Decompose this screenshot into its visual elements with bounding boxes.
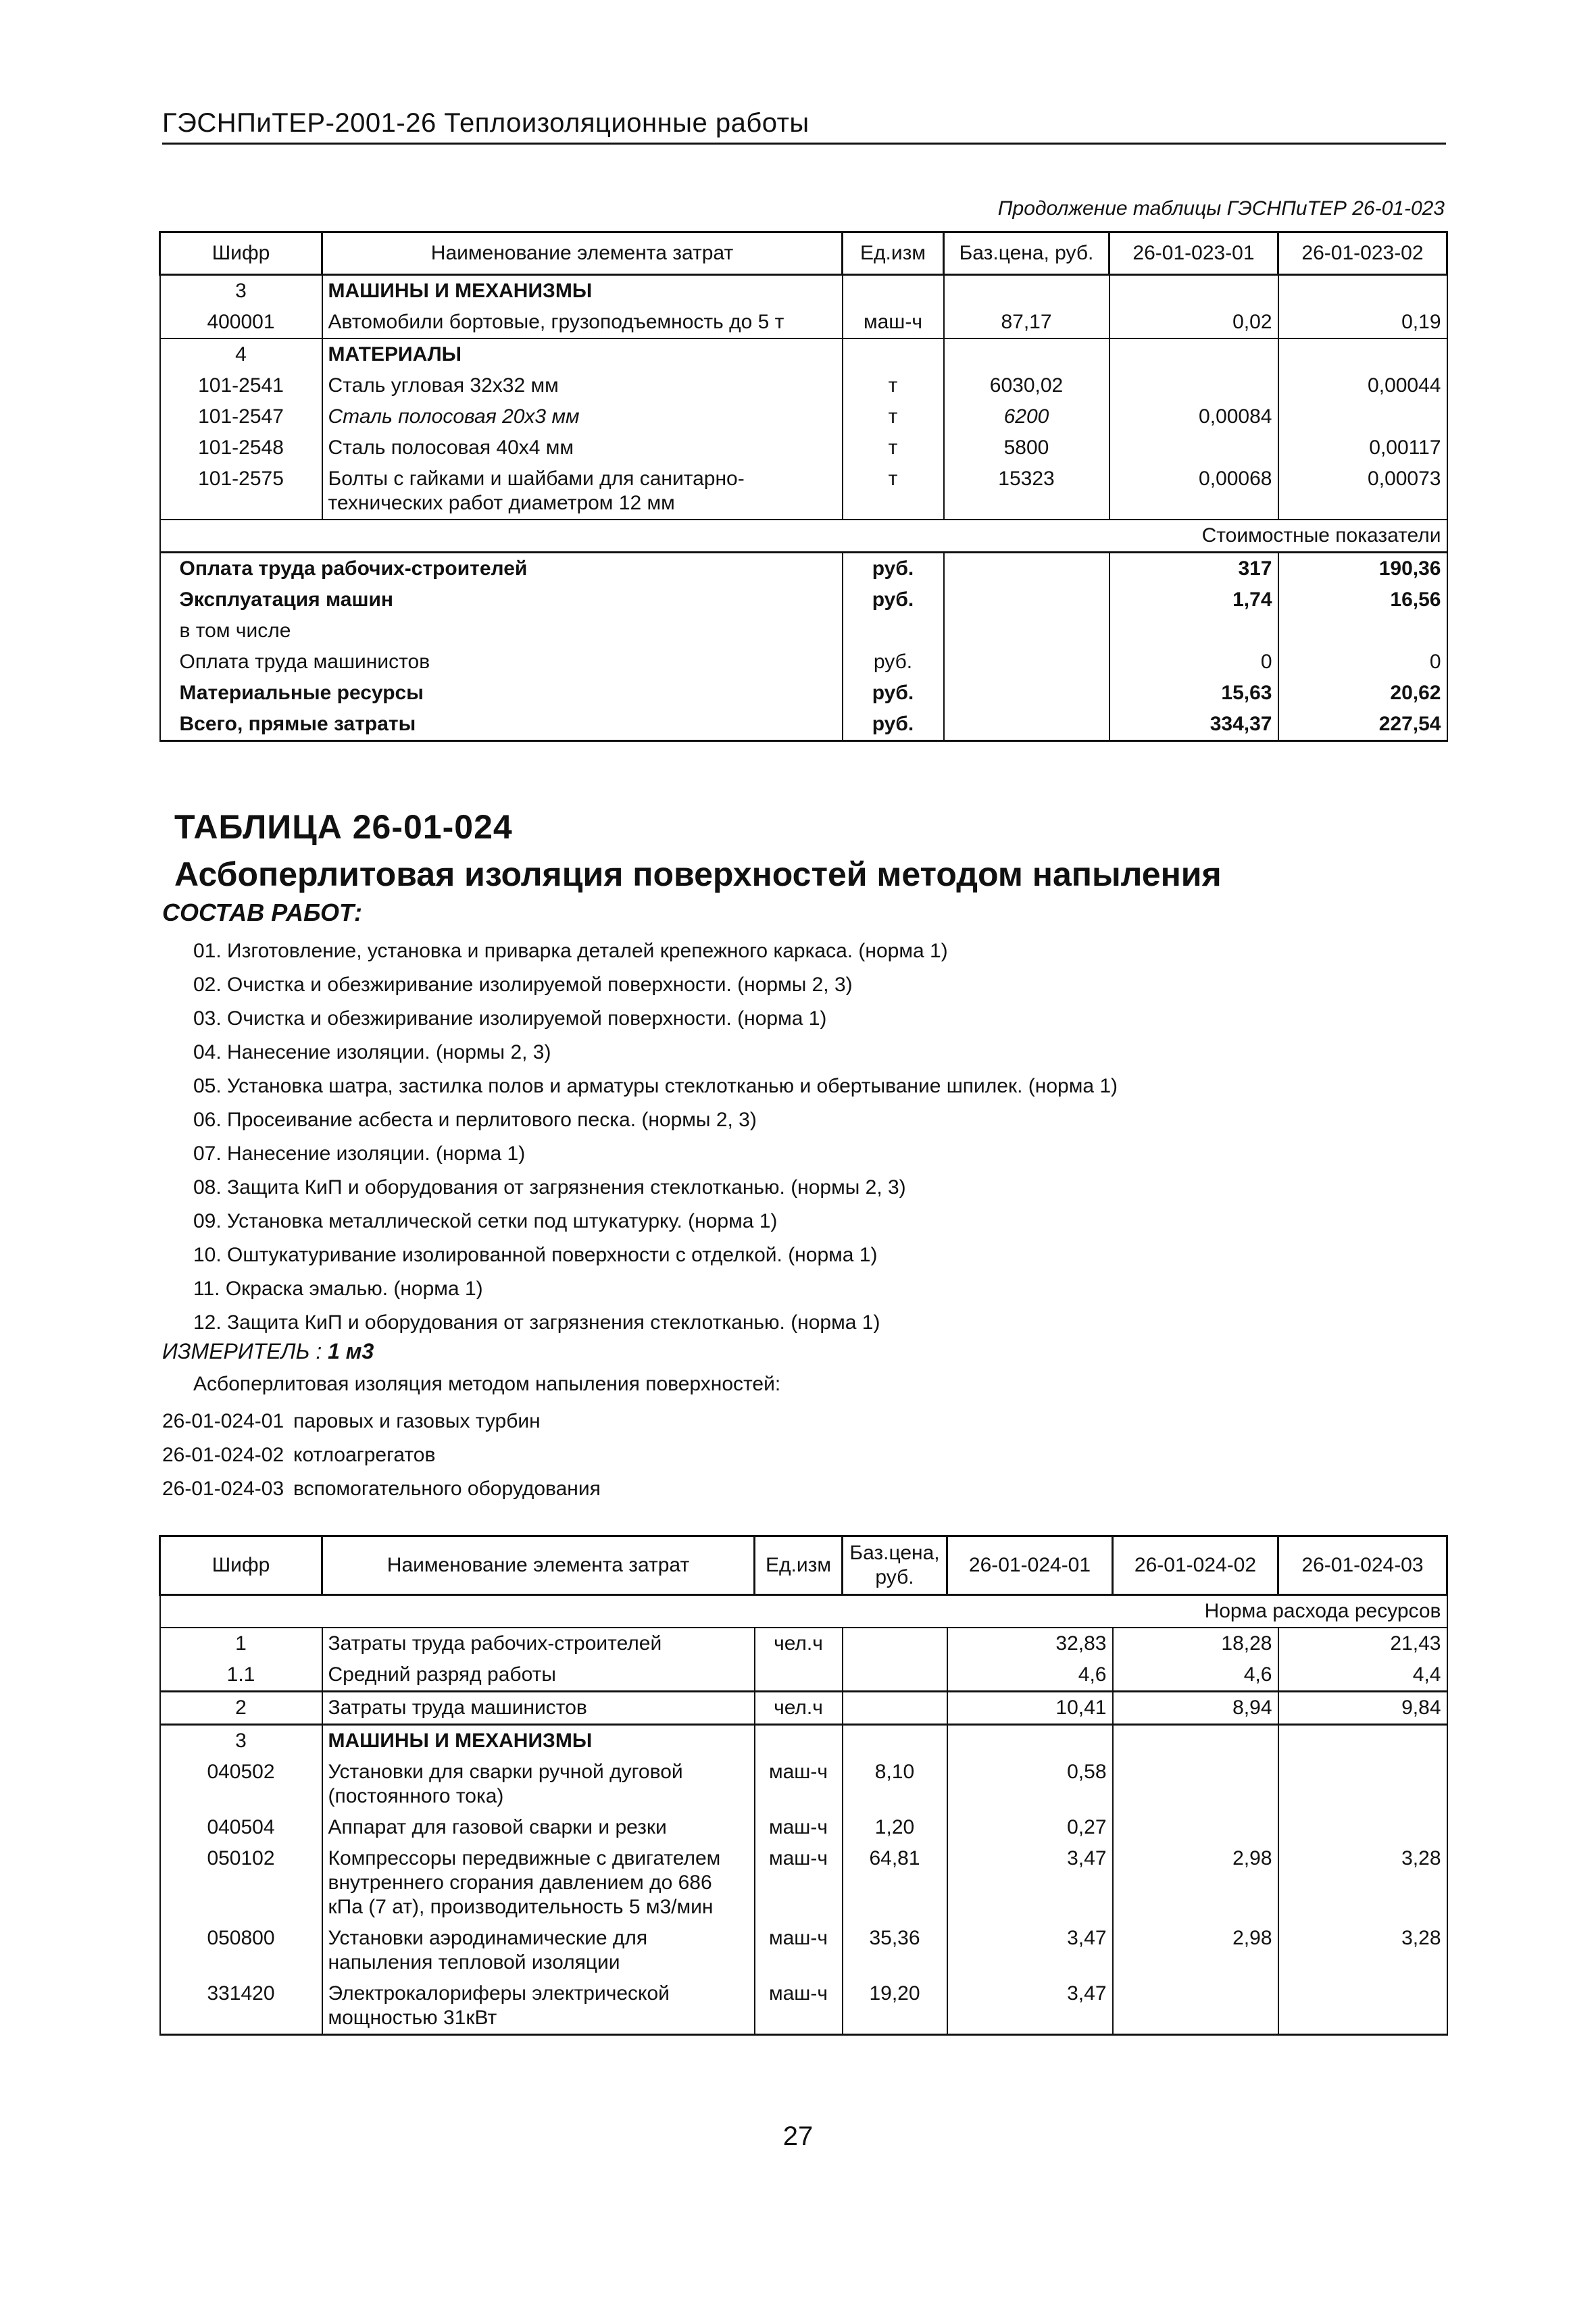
cell-value — [1109, 370, 1278, 401]
variant-code: 26-01-024-01 — [162, 1410, 284, 1432]
cell-value — [1113, 1757, 1278, 1812]
summary-name: Оплата труда рабочих-строителей — [160, 553, 843, 585]
column-header: 26-01-024-01 — [947, 1536, 1113, 1595]
cell-unit: т — [843, 463, 944, 520]
cell-code: 3 — [160, 1725, 322, 1757]
cell-price: 19,20 — [843, 1978, 947, 2035]
cell-value — [1109, 432, 1278, 463]
column-header: Ед.изм — [843, 232, 944, 275]
cell-value: 4,4 — [1278, 1659, 1447, 1692]
cell-value: 0,00084 — [1109, 401, 1278, 432]
summary-row — [160, 615, 1447, 647]
cell-value: 9,84 — [1278, 1692, 1447, 1725]
work-item: 09. Установка металлической сетки под штукатурку. (норма 1) — [193, 1210, 778, 1232]
cell-code: 050102 — [160, 1843, 322, 1923]
cell-code: 050800 — [160, 1923, 322, 1978]
column-header: Шифр — [160, 232, 322, 275]
cell-unit: т — [843, 370, 944, 401]
cell-unit: маш-ч — [755, 1812, 843, 1843]
cell-price: 64,81 — [843, 1843, 947, 1923]
cell-code: 040502 — [160, 1757, 322, 1812]
cell-price — [843, 1692, 947, 1725]
cell-unit: маш-ч — [755, 1757, 843, 1812]
cell-value: 3,47 — [947, 1843, 1113, 1923]
summary-value: 227,54 — [1278, 709, 1447, 741]
cell-code: 040504 — [160, 1812, 322, 1843]
cell-unit: т — [843, 401, 944, 432]
variants-list — [162, 1408, 601, 1509]
summary-value: 334,37 — [1109, 709, 1278, 741]
cell-price: 8,10 — [843, 1757, 947, 1812]
cell-value: 3,28 — [1278, 1923, 1447, 1978]
summary-value: 190,36 — [1278, 553, 1447, 585]
cell-name: Электрокалориферы электрической мощностью 31кВт — [322, 1978, 755, 2035]
cell-value — [1113, 1978, 1278, 2035]
summary-unit: руб. — [843, 647, 944, 678]
cell-name: Установки аэродинамические для напыления тепловой изоляции — [322, 1923, 755, 1978]
table-row — [160, 1725, 1447, 1757]
summary-value: 0 — [1278, 647, 1447, 678]
table-row — [160, 432, 1447, 463]
summary-value: 15,63 — [1109, 678, 1278, 709]
cell-code: 400001 — [160, 307, 322, 338]
summary-unit: руб. — [843, 709, 944, 741]
cell-value: 0,00117 — [1278, 432, 1447, 463]
cell-price: 5800 — [944, 432, 1109, 463]
summary-value: 0 — [1109, 647, 1278, 678]
cell-value — [1278, 401, 1447, 432]
summary-row — [160, 584, 1447, 615]
cell-code: 1.1 — [160, 1659, 322, 1692]
cell-value: 0,58 — [947, 1757, 1113, 1812]
table-row — [160, 1628, 1447, 1659]
variant-item — [162, 1408, 601, 1442]
cell-price: 6200 — [944, 401, 1109, 432]
cell-value: 4,6 — [1113, 1659, 1278, 1692]
cell-name: Сталь полосовая 40х4 мм — [322, 432, 843, 463]
column-header: Ед.изм — [755, 1536, 843, 1595]
cell-unit: чел.ч — [755, 1692, 843, 1725]
cell-name: Затраты труда машинистов — [322, 1692, 755, 1725]
section-heading: МАШИНЫ И МЕХАНИЗМЫ — [322, 1725, 755, 1757]
cell-price: 1,20 — [843, 1812, 947, 1843]
table-row — [160, 338, 1447, 370]
table-row — [160, 401, 1447, 432]
cell-price — [843, 1659, 947, 1692]
page-number: 27 — [782, 2121, 814, 2151]
summary-name: Оплата труда машинистов — [160, 647, 843, 678]
cell-unit: маш-ч — [755, 1923, 843, 1978]
cost-table-26-01-023 — [159, 231, 1448, 742]
cell-value: 0,00068 — [1109, 463, 1278, 520]
page-header: ГЭСНПиТЕР-2001-26 Теплоизоляционные работы — [162, 108, 1446, 145]
summary-name: Эксплуатация машин — [160, 584, 843, 615]
cell-value: 0,27 — [947, 1812, 1113, 1843]
cell-value: 0,02 — [1109, 307, 1278, 338]
column-header: Наименование элемента затрат — [322, 1536, 755, 1595]
work-item: 07. Нанесение изоляции. (норма 1) — [193, 1142, 526, 1165]
work-item: 01. Изготовление, установка и приварка деталей крепежного каркаса. (норма 1) — [193, 940, 948, 962]
column-header: Баз.цена, руб. — [944, 232, 1109, 275]
resource-table-26-01-024 — [159, 1535, 1448, 2036]
table-header-row — [160, 1536, 1447, 1595]
variants-intro: Асбоперлитовая изоляция методом напыления поверхностей: — [193, 1373, 781, 1395]
variant-name: вспомогательного оборудования — [293, 1478, 601, 1500]
cell-unit: чел.ч — [755, 1628, 843, 1659]
table-row — [160, 275, 1447, 307]
work-item: 06. Просеивание асбеста и перлитового песка. (нормы 2, 3) — [193, 1109, 757, 1131]
cell-value: 3,47 — [947, 1923, 1113, 1978]
cell-name: Сталь полосовая 20х3 мм — [322, 401, 843, 432]
table-row — [160, 1659, 1447, 1692]
variant-name: паровых и газовых турбин — [293, 1410, 541, 1432]
summary-unit: руб. — [843, 678, 944, 709]
summary-row — [160, 678, 1447, 709]
cell-value: 0,00073 — [1278, 463, 1447, 520]
cell-value: 2,98 — [1113, 1843, 1278, 1923]
summary-row — [160, 553, 1447, 585]
cell-value — [1278, 1757, 1447, 1812]
summary-unit: руб. — [843, 584, 944, 615]
cell-code: 101-2575 — [160, 463, 322, 520]
cell-price: 35,36 — [843, 1923, 947, 1978]
work-item: 11. Окраска эмалью. (норма 1) — [193, 1278, 483, 1300]
cell-name: Автомобили бортовые, грузоподъемность до 5 т — [322, 307, 843, 338]
norm-header: Норма расхода ресурсов — [160, 1595, 1447, 1628]
variant-code: 26-01-024-02 — [162, 1444, 284, 1466]
cell-value: 2,98 — [1113, 1923, 1278, 1978]
cell-value: 18,28 — [1113, 1628, 1278, 1659]
column-header: 26-01-024-02 — [1113, 1536, 1278, 1595]
summary-value: 317 — [1109, 553, 1278, 585]
section-heading: МАТЕРИАЛЫ — [322, 338, 843, 370]
column-header: Шифр — [160, 1536, 322, 1595]
cell-code: 331420 — [160, 1978, 322, 2035]
cell-code: 101-2541 — [160, 370, 322, 401]
work-item: 05. Установка шатра, застилка полов и арматуры стеклотканью и обертывание шпилек. (норма 1) — [193, 1075, 1118, 1097]
cell-unit: маш-ч — [755, 1978, 843, 2035]
table-subtitle: Асбоперлитовая изоляция поверхностей методом напыления — [174, 855, 1222, 893]
column-header: 26-01-024-03 — [1278, 1536, 1447, 1595]
work-item: 03. Очистка и обезжиривание изолируемой поверхности. (норма 1) — [193, 1007, 827, 1030]
cell-code: 4 — [160, 338, 322, 370]
column-header: 26-01-023-01 — [1109, 232, 1278, 275]
summary-name: Материальные ресурсы — [160, 678, 843, 709]
work-item: 12. Защита КиП и оборудования от загрязнения стеклотканью. (норма 1) — [193, 1311, 880, 1334]
cell-code: 1 — [160, 1628, 322, 1659]
variant-item — [162, 1476, 601, 1509]
table-title: ТАБЛИЦА 26-01-024 — [174, 808, 513, 846]
table-row — [160, 1692, 1447, 1725]
column-header: Баз.цена, руб. — [843, 1536, 947, 1595]
variant-code: 26-01-024-03 — [162, 1478, 284, 1500]
table-row — [160, 1978, 1447, 2035]
cell-name: Средний разряд работы — [322, 1659, 755, 1692]
work-item: 02. Очистка и обезжиривание изолируемой поверхности. (нормы 2, 3) — [193, 974, 853, 996]
cell-code: 101-2547 — [160, 401, 322, 432]
cell-name: Аппарат для газовой сварки и резки — [322, 1812, 755, 1843]
table-row — [160, 1757, 1447, 1812]
cell-name: Затраты труда рабочих-строителей — [322, 1628, 755, 1659]
cell-price: 6030,02 — [944, 370, 1109, 401]
cell-unit: маш-ч — [843, 307, 944, 338]
summary-row — [160, 709, 1447, 741]
cell-name: Компрессоры передвижные с двигателем внутреннего сгорания давлением до 686 кПа (7 ат), производительность 5 м3/мин — [322, 1843, 755, 1923]
table-row — [160, 370, 1447, 401]
cell-value: 3,47 — [947, 1978, 1113, 2035]
cell-value: 21,43 — [1278, 1628, 1447, 1659]
cell-price — [843, 1628, 947, 1659]
summary-name: в том числе — [160, 615, 843, 647]
table-row — [160, 463, 1447, 520]
table-header-row — [160, 232, 1447, 275]
cell-value: 4,6 — [947, 1659, 1113, 1692]
summary-header: Стоимостные показатели — [160, 520, 1447, 553]
cell-price: 15323 — [944, 463, 1109, 520]
cell-price: 87,17 — [944, 307, 1109, 338]
variant-item — [162, 1442, 601, 1476]
work-item: 10. Оштукатуривание изолированной поверхности с отделкой. (норма 1) — [193, 1244, 878, 1266]
cell-value — [1113, 1812, 1278, 1843]
table-row — [160, 307, 1447, 338]
cell-value: 0,19 — [1278, 307, 1447, 338]
table-continuation-caption: Продолжение таблицы ГЭСНПиТЕР 26-01-023 — [997, 197, 1445, 220]
cell-value: 0,00044 — [1278, 370, 1447, 401]
summary-name: Всего, прямые затраты — [160, 709, 843, 741]
works-caption: СОСТАВ РАБОТ: — [162, 899, 362, 926]
work-item: 04. Нанесение изоляции. (нормы 2, 3) — [193, 1041, 551, 1063]
works-list — [193, 938, 1118, 1343]
summary-value: 20,62 — [1278, 678, 1447, 709]
column-header: Наименование элемента затрат — [322, 232, 843, 275]
cell-unit: т — [843, 432, 944, 463]
table-row — [160, 1812, 1447, 1843]
cell-name: Сталь угловая 32х32 мм — [322, 370, 843, 401]
cell-value — [1278, 1978, 1447, 2035]
cell-value: 8,94 — [1113, 1692, 1278, 1725]
cell-code: 2 — [160, 1692, 322, 1725]
table-row — [160, 1923, 1447, 1978]
summary-header-row — [160, 520, 1447, 553]
summary-value: 16,56 — [1278, 584, 1447, 615]
measure-line — [162, 1339, 374, 1364]
measure-label: ИЗМЕРИТЕЛЬ : — [162, 1339, 322, 1363]
summary-row — [160, 647, 1447, 678]
cell-unit — [755, 1659, 843, 1692]
cell-value: 3,28 — [1278, 1843, 1447, 1923]
cell-unit: маш-ч — [755, 1843, 843, 1923]
cell-value: 32,83 — [947, 1628, 1113, 1659]
summary-unit: руб. — [843, 553, 944, 585]
cell-value — [1278, 1812, 1447, 1843]
measure-value: 1 м3 — [328, 1339, 374, 1363]
cell-code: 3 — [160, 275, 322, 307]
cell-value: 10,41 — [947, 1692, 1113, 1725]
column-header: 26-01-023-02 — [1278, 232, 1447, 275]
norm-header-row — [160, 1595, 1447, 1628]
table-row — [160, 1843, 1447, 1923]
cell-code: 101-2548 — [160, 432, 322, 463]
work-item: 08. Защита КиП и оборудования от загрязнения стеклотканью. (нормы 2, 3) — [193, 1176, 906, 1199]
cell-name: Болты с гайками и шайбами для санитарно-технических работ диаметром 12 мм — [322, 463, 843, 520]
section-heading: МАШИНЫ И МЕХАНИЗМЫ — [322, 275, 843, 307]
cell-name: Установки для сварки ручной дуговой (постоянного тока) — [322, 1757, 755, 1812]
variant-name: котлоагрегатов — [293, 1444, 436, 1466]
summary-value: 1,74 — [1109, 584, 1278, 615]
